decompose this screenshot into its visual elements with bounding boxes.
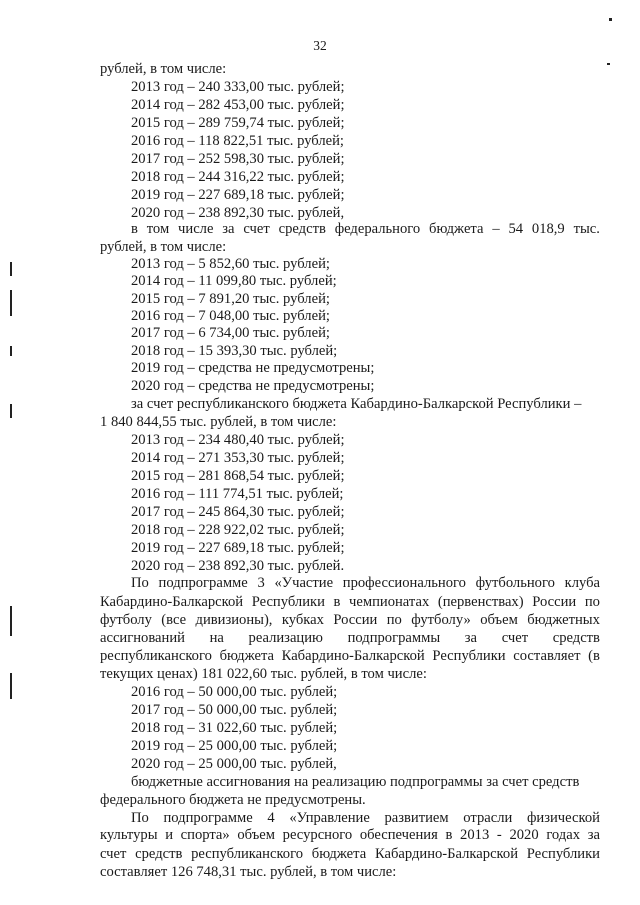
text-line: 2014 год – 271 353,30 тыс. рублей; [131,450,345,466]
text-line: 2016 год – 50 000,00 тыс. рублей; [131,684,338,700]
scan-margin-mark [10,262,12,276]
text-line: 2014 год – 11 099,80 тыс. рублей; [131,273,337,289]
text-line: 2015 год – 7 891,20 тыс. рублей; [131,291,330,307]
text-line: 2017 год – 252 598,30 тыс. рублей; [131,151,345,167]
text-line: 2020 год – 238 892,30 тыс. рублей. [131,558,345,574]
text-line: 2018 год – 228 922,02 тыс. рублей; [131,522,345,538]
text-line: 1 840 844,55 тыс. рублей, в том числе: [100,414,337,430]
text-line: 2019 год – 227 689,18 тыс. рублей; [131,187,345,203]
text-line: 2017 год – 245 864,30 тыс. рублей; [131,504,345,520]
text-line: футболу (все дивизионы), кубках России по футболу» объем бюджетных [100,612,600,628]
text-line: составляет 126 748,31 тыс. рублей, в том числе: [100,864,397,880]
text-line: 2018 год – 31 022,60 тыс. рублей; [131,720,338,736]
text-line: 2019 год – 227 689,18 тыс. рублей; [131,540,345,556]
text-line: 2013 год – 240 333,00 тыс. рублей; [131,79,345,95]
text-line: 2014 год – 282 453,00 тыс. рублей; [131,97,345,113]
text-line: 2020 год – средства не предусмотрены; [131,378,375,394]
text-line: бюджетные ассигнования на реализацию подпрограммы за счет средств [131,774,580,790]
text-line: По подпрограмме 4 «Управление развитием отрасли физической [131,810,600,826]
text-line: 2013 год – 5 852,60 тыс. рублей; [131,256,330,272]
scan-speck [609,18,612,21]
text-line: федерального бюджета не предусмотрены. [100,792,366,808]
text-line: 2016 год – 7 048,00 тыс. рублей; [131,308,330,324]
text-line: текущих ценах) 181 022,60 тыс. рублей, в том числе: [100,666,427,682]
scan-margin-mark [10,346,12,356]
text-line: 2013 год – 234 480,40 тыс. рублей; [131,432,345,448]
text-line: 2017 год – 50 000,00 тыс. рублей; [131,702,338,718]
text-line: культуры и спорта» объем ресурсного обеспечения в 2013 - 2020 годах за [100,827,600,843]
text-line: счет средств республиканского бюджета Кабардино-Балкарской Республики [100,846,600,862]
text-line: 2017 год – 6 734,00 тыс. рублей; [131,325,330,341]
scan-margin-mark [10,404,12,418]
text-line: республиканского бюджета Кабардино-Балкарской Республики составляет (в [100,648,600,664]
text-line: 2020 год – 25 000,00 тыс. рублей, [131,756,337,772]
text-line: 2020 год – 238 892,30 тыс. рублей, [131,205,345,221]
page-number: 32 [313,38,327,53]
scan-margin-mark [10,673,12,699]
text-line: рублей, в том числе: [100,61,227,77]
text-line: 2016 год – 118 822,51 тыс. рублей; [131,133,344,149]
scan-margin-mark [10,606,12,636]
text-line: 2015 год – 289 759,74 тыс. рублей; [131,115,345,131]
text-line: ассигнований на реализацию подпрограммы за счет средств [100,630,600,646]
text-line: Кабардино-Балкарской Республики в чемпионатах (первенствах) России по [100,594,600,610]
text-line: за счет республиканского бюджета Кабардино-Балкарской Республики – [131,396,582,412]
text-line: рублей, в том числе: [100,239,227,255]
scan-margin-mark [10,290,12,316]
text-line: По подпрограмме 3 «Участие профессионального футбольного клуба [131,575,600,591]
text-line: 2018 год – 15 393,30 тыс. рублей; [131,343,338,359]
text-line: 2018 год – 244 316,22 тыс. рублей; [131,169,345,185]
text-line: 2019 год – 25 000,00 тыс. рублей; [131,738,338,754]
scan-speck [607,63,610,65]
text-line: 2019 год – средства не предусмотрены; [131,360,375,376]
text-line: в том числе за счет средств федерального бюджета – 54 018,9 тыс. [131,221,600,237]
text-line: 2015 год – 281 868,54 тыс. рублей; [131,468,345,484]
text-line: 2016 год – 111 774,51 тыс. рублей; [131,486,344,502]
